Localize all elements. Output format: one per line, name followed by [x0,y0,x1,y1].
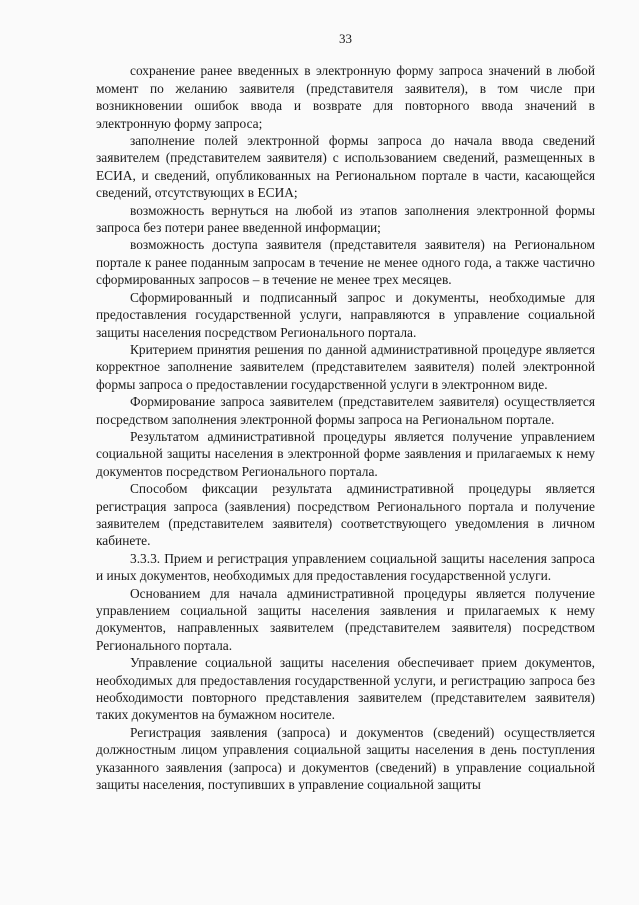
paragraph: возможность доступа заявителя (представителя заявителя) на Региональном портале к ранее поданным запросам в течение не менее одного года, а также частично сформированных запросов – в течение не менее трех месяцев. [96,237,595,288]
paragraph: Основанием для начала административной процедуры является получение управлением социальной защиты населения заявления и прилагаемых к нему документов, направленных заявителем (представителем заявителя) посредством Регионального портала. [96,585,595,653]
paragraph: возможность вернуться на любой из этапов заполнения электронной формы запроса без потери ранее введенной информации; [96,202,595,236]
paragraph: Критерием принятия решения по данной административной процедуре является корректное заполнение заявителем (представителем заявителя) полей электронной формы запроса о предоставлении государственной услуги в электронном виде. [96,341,595,392]
section-heading: 3.3.3. Прием и регистрация управлением социальной защиты населения запроса и иных документов, необходимых для предоставления государственной услуги. [96,550,595,584]
paragraph: Управление социальной защиты населения обеспечивает прием документов, необходимых для предоставления государственной услуги, и регистрацию запроса без необходимости повторного представления заявителем (представителем заявителя) таких документов на бумажном носителе. [96,655,595,723]
paragraph: сохранение ранее введенных в электронную форму запроса значений в любой момент по желанию заявителя (представителя заявителя), в том числе при возникновении ошибок ввода и возврате для повторного ввода значений в электронную форму запроса; [96,63,595,131]
paragraph: заполнение полей электронной формы запроса до начала ввода сведений заявителем (представителем заявителя) с использованием сведений, размещенных в ЕСИА, и сведений, опубликованных на Региональном портале в части, касающейся сведений, отсутствующих в ЕСИА; [96,133,595,201]
paragraph: Результатом административной процедуры является получение управлением социальной защиты населения в электронной форме заявления и прилагаемых к нему документов посредством Регионального портала. [96,428,595,479]
paragraph: Способом фиксации результата административной процедуры является регистрация запроса (заявления) посредством Регионального портала и получение заявителем (представителем заявителя) соответствующего уведомления в личном кабинете. [96,481,595,549]
paragraph: Регистрация заявления (запроса) и документов (сведений) осуществляется должностным лицом управления социальной защиты населения в день поступления указанного заявления (запроса) и документов (сведений) в управление социальной защиты населения, поступивших в управление социальной защиты [96,724,595,793]
paragraph: Формирование запроса заявителем (представителем заявителя) осуществляется посредством заполнения электронной формы запроса на Региональном портале. [96,394,595,427]
page-number: 33 [339,31,352,46]
paragraph: Сформированный и подписанный запрос и документы, необходимые для предоставления государственной услуги, направляются в управление социальной защиты населения посредством Регионального портала. [96,289,595,340]
